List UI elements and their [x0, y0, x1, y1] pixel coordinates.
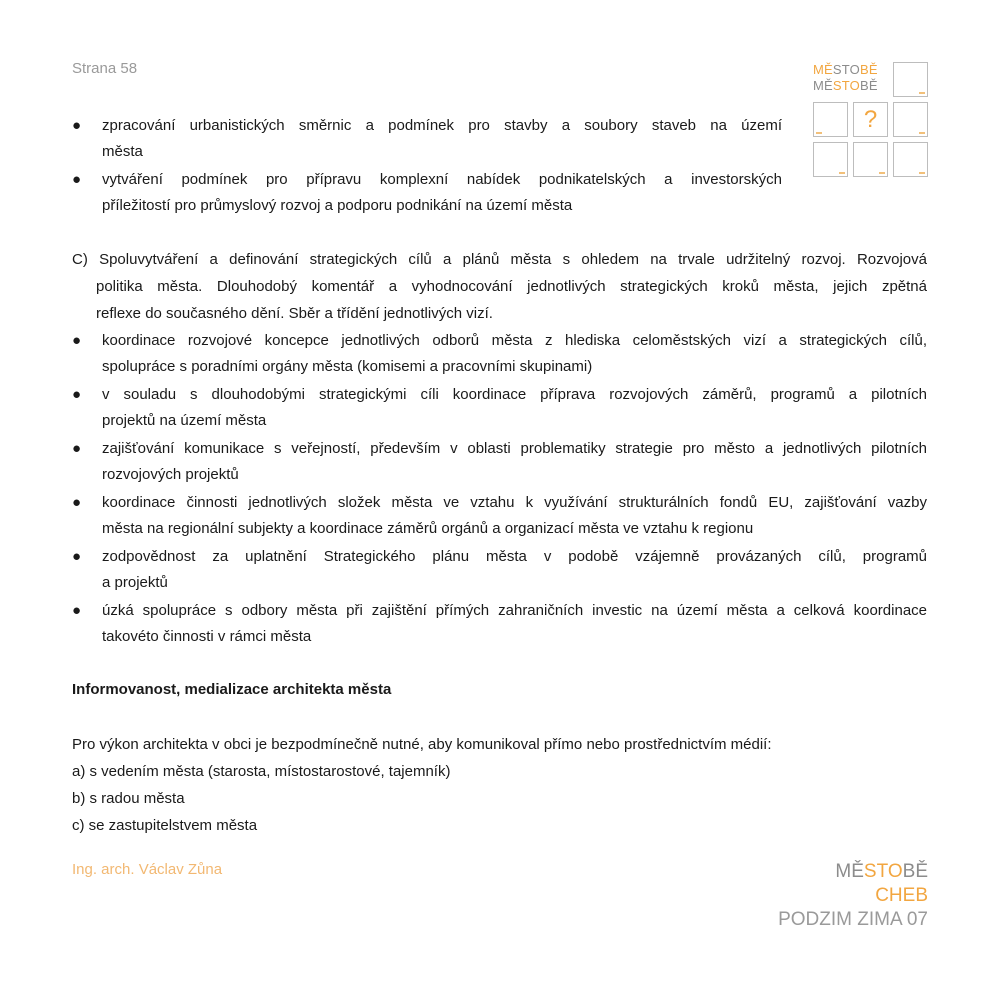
- list-item: b) s radou města: [72, 790, 185, 807]
- list-item-text: rozvojových projektů: [102, 466, 239, 483]
- paragraph-line: C) Spoluvytváření a definování strategických cílů a plánů města s ohledem na trvale udržitelný rozvoj. Rozvojová: [72, 251, 927, 268]
- logo-question-cell: [853, 102, 888, 137]
- footer-brand: [778, 860, 928, 932]
- list-item-text: koordinace rozvojové koncepce jednotlivých odborů města z hlediska celoměstských vizí a strategických cílů,: [102, 332, 927, 349]
- paragraph-line: politika města. Dlouhodobý komentář a vyhodnocování jednotlivých strategických kroků města, jejich zpětná: [96, 278, 927, 295]
- bullet-icon: ●: [72, 494, 82, 511]
- section-heading: Informovanost, medializace architekta města: [72, 681, 392, 698]
- list-item-text: úzká spolupráce s odbory města při zajištění přímých zahraničních investic na území města a celková koordinace: [102, 602, 927, 619]
- list-item: c) se zastupitelstvem města: [72, 817, 258, 834]
- list-item-text: spolupráce s poradními orgány města (komisemi a pracovními skupinami): [102, 358, 593, 375]
- logo-cell: [853, 142, 888, 177]
- list-item-text: města: [102, 143, 143, 160]
- bullet-icon: ●: [72, 171, 82, 188]
- list-item-text: zpracování urbanistických směrnic a podmínek pro stavby a soubory staveb na území: [102, 117, 782, 134]
- list-item-text: zodpovědnost za uplatnění Strategického plánu města v podobě vzájemně provázaných cílů, programů: [102, 548, 927, 565]
- bullet-icon: ●: [72, 117, 82, 134]
- brand-city: CHEB: [875, 885, 928, 906]
- paragraph-line: reflexe do současného dění. Sběr a třídění jednotlivých vizí.: [96, 305, 493, 322]
- section-info-list: [72, 758, 927, 839]
- bullet-icon: ●: [72, 602, 82, 619]
- list-item-text: a projektů: [102, 574, 168, 591]
- logo-cell: [893, 142, 928, 177]
- logo-wordmark-line: MĚSTOBĚ: [813, 62, 878, 77]
- bullet-icon: ●: [72, 440, 82, 457]
- list-item-text: takovéto činnosti v rámci města: [102, 628, 312, 645]
- list-item-text: vytváření podmínek pro přípravu komplexní nabídek podnikatelských a investorských: [102, 171, 782, 188]
- brand-wordmark: MĚSTOBĚ: [835, 861, 928, 882]
- logo-cell: [893, 102, 928, 137]
- logo-wordmark-line: MĚSTOBĚ: [813, 78, 878, 93]
- brand-season: PODZIM ZIMA 07: [778, 909, 928, 930]
- list-item-text: zajišťování komunikace s veřejností, především v oblasti problematiky strategie pro město a jednotlivých pilotních: [102, 440, 927, 457]
- logo-wordmark: [813, 62, 887, 97]
- question-mark-icon: ?: [863, 106, 878, 133]
- list-item-text: příležitostí pro průmyslový rozvoj a podporu podnikání na území města: [102, 197, 573, 214]
- mestobe-logo: [813, 62, 929, 178]
- logo-cell: [813, 102, 848, 137]
- bullet-icon: ●: [72, 332, 82, 349]
- author-name: Ing. arch. Václav Zůna: [72, 861, 223, 878]
- list-item: a) s vedením města (starosta, místostarostové, tajemník): [72, 763, 451, 780]
- logo-cell: [893, 62, 928, 97]
- bullet-icon: ●: [72, 548, 82, 565]
- logo-cell: [813, 142, 848, 177]
- page-number: Strana 58: [72, 60, 138, 77]
- bullet-icon: ●: [72, 386, 82, 403]
- list-item-text: koordinace činnosti jednotlivých složek města ve vztahu k využívání strukturálních fondů EU, zajišťování vazby: [102, 494, 927, 511]
- list-item-text: města na regionální subjekty a koordinace záměrů orgánů a organizací města ve vztahu k regionu: [102, 520, 754, 537]
- list-item-text: projektů na území města: [102, 412, 267, 429]
- section-intro: Pro výkon architekta v obci je bezpodmínečně nutné, aby komunikoval přímo nebo prostřednictvím médií:: [72, 736, 772, 753]
- list-item-text: v souladu s dlouhodobými strategickými cíli koordinace příprava rozvojových záměrů, programů a pilotních: [102, 386, 927, 403]
